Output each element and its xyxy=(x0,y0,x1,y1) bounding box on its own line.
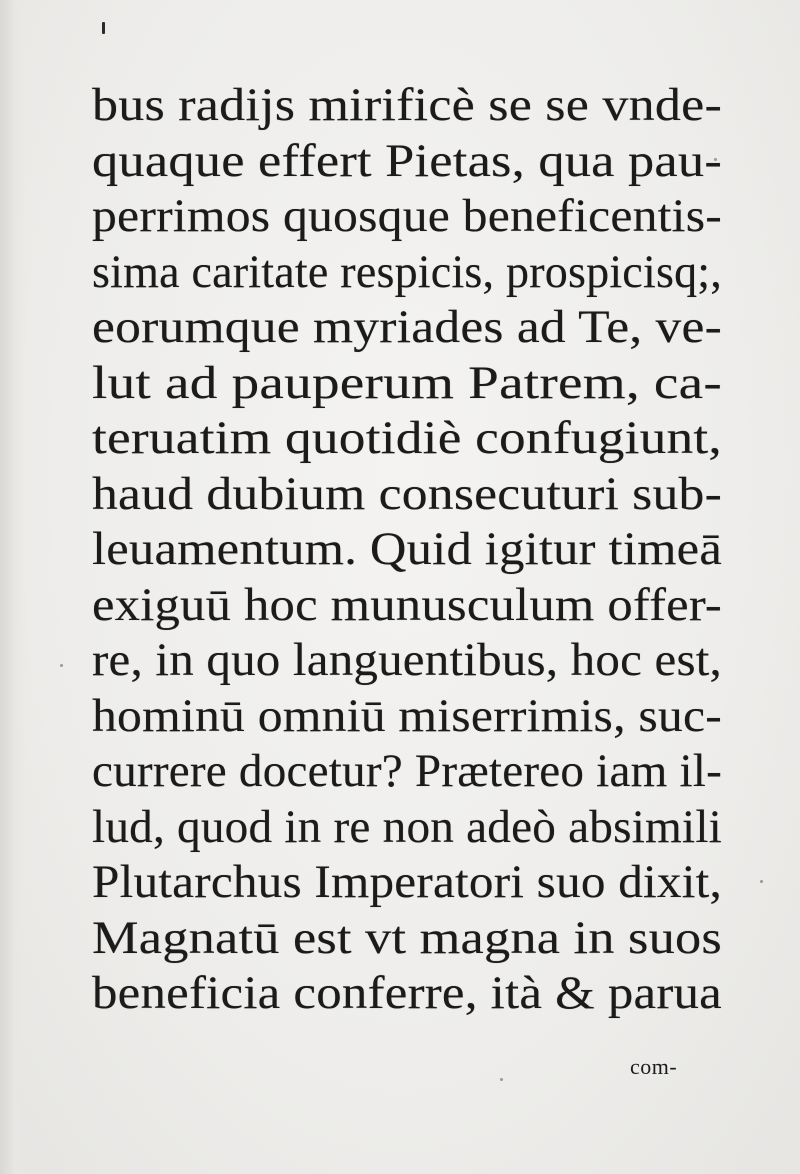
text-line: sima caritate respicis, prospicisq;, xyxy=(92,245,722,298)
text-line: exiguū hoc munusculum offer- xyxy=(92,578,722,631)
text-line: haud dubium consecuturi sub- xyxy=(92,467,722,520)
ink-dot xyxy=(500,1078,503,1081)
body-text xyxy=(92,78,722,1022)
ink-dot xyxy=(60,664,63,667)
text-line: teruatim quotidiè confugiunt, xyxy=(92,412,722,464)
text-line: bus radijs mirificè se se vnde- xyxy=(92,79,722,131)
text-line: eorumque myriades ad Te, ve- xyxy=(92,301,722,353)
text-line: Plutarchus Imperatori suo dixit, xyxy=(92,856,722,908)
text-line: lut ad pauperum Patrem, ca- xyxy=(92,356,722,409)
text-line: beneficia conferre, ità & parua xyxy=(92,967,722,1019)
gutter-shadow xyxy=(0,0,26,1174)
text-line: perrimos quosque beneficentis- xyxy=(92,190,722,242)
ink-dot xyxy=(760,880,763,883)
catchword: com- xyxy=(630,1054,678,1079)
text-line: currere docetur? Prætereo iam il- xyxy=(92,745,722,797)
text-line: hominū omniū miserrimis, suc- xyxy=(92,689,722,742)
text-line: quaque effert Pietas, qua pau- xyxy=(92,134,722,187)
ink-speck xyxy=(102,22,105,34)
text-line: Magnatū est vt magna in suos xyxy=(92,911,722,964)
text-line: lud, quod in re non adeò absimili xyxy=(92,800,722,853)
text-line: leuamentum. Quid igitur timeā xyxy=(92,523,722,575)
text-line: re, in quo languentibus, hoc est, xyxy=(92,634,722,686)
